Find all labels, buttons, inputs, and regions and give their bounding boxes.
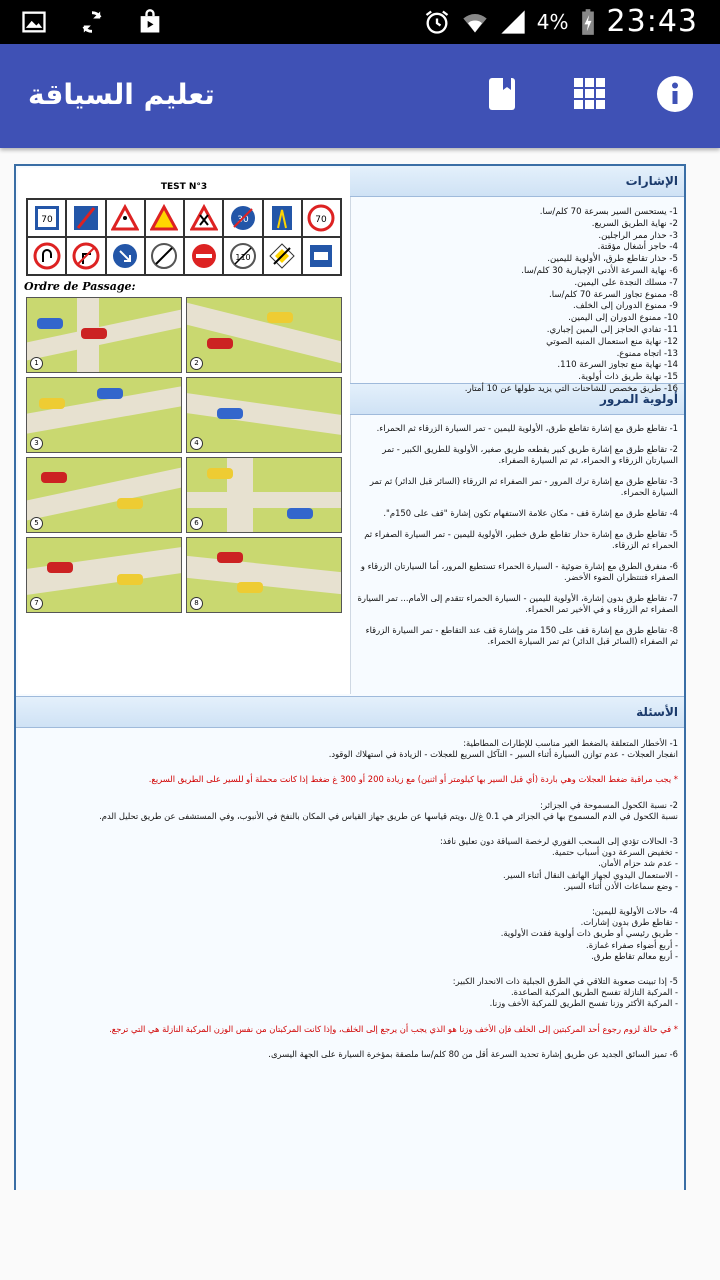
bottom-blank-area bbox=[0, 1190, 720, 1280]
question-3 bbox=[22, 836, 678, 892]
priority-item: 3- تقاطع طرق مع إشارة ترك المرور - تمر الصفراء ثم الزرقاء (السائر قبل الدائر) ثم تمر السيارة الحمراء. bbox=[369, 476, 678, 497]
note-1: * يجب مراقبة ضغط العجلات وهي باردة (أي قبل السير بها كيلومتر أو اثنين) مع زيادة 200 أو 300 غ ضغط إذا كانت محملة أو للسير على الطريق السريع. bbox=[148, 774, 678, 785]
battery-percent: 4% bbox=[536, 9, 569, 34]
answer-item: - المركبة النازلة تفسح الطريق المركبة الصاعدة. bbox=[511, 987, 678, 998]
sign-item: 6- نهاية السرعة الأدنى الإجبارية 30 كلم/سا. bbox=[521, 265, 678, 276]
grid-button[interactable] bbox=[570, 74, 610, 114]
scene-3 bbox=[26, 377, 182, 453]
question-4 bbox=[22, 906, 678, 962]
sign-end-min-30-icon bbox=[223, 199, 262, 237]
book-icon bbox=[487, 76, 517, 112]
ordre-label: Ordre de Passage: bbox=[24, 280, 136, 293]
priority-item: 8- تقاطع طرق مع إشارة قف على 150 متر وإشارة قف عند التقاطع - تمر السيارة الزرقاء ثم الصفراء (السائر قبل الدائر) ثم تمر السيارة الحمراء. bbox=[365, 625, 678, 646]
info-button[interactable] bbox=[655, 74, 695, 114]
priority-item: 2- تقاطع طرق مع إشارة طريق كبير يقطعه طريق صغير، الأولوية للطريق الكبير - تمر السيارتان الزرقاء و الحمراء، ثم تم السيارة الصفراء. bbox=[382, 444, 678, 465]
intersection-scenes bbox=[26, 297, 342, 613]
question-5 bbox=[22, 976, 678, 1010]
answer-item: - الاستعمال اليدوي لجهاز الهاتف النقال أثناء السير. bbox=[502, 869, 678, 880]
question-6: 6- تميز السائق الجديد عن طريق إشارة تحديد السرعة أقل من 80 كلم/سا ملصقة بمؤخرة السيارة على الجهة اليسرى. bbox=[268, 1048, 678, 1059]
sign-item: 2- نهاية الطريق السريع. bbox=[591, 218, 678, 229]
app-bar bbox=[0, 44, 720, 148]
scene-number: 2 bbox=[190, 357, 203, 370]
priority-header: أولوية المرور bbox=[350, 383, 684, 415]
bookmark-button[interactable] bbox=[482, 74, 522, 114]
scene-number: 4 bbox=[190, 437, 203, 450]
scene-7 bbox=[26, 537, 182, 613]
sign-item: 8- ممنوع تجاوز السرعة 70 كلم/سا. bbox=[548, 289, 678, 300]
sign-item: 9- ممنوع الدوران إلى الخلف. bbox=[573, 301, 678, 312]
questions-section bbox=[16, 696, 684, 1192]
answer-item: - تخفيض السرعة دون أسباب حتمية. bbox=[551, 847, 678, 858]
sign-no-overtake-70-icon bbox=[302, 199, 341, 237]
sign-item: 14- نهاية منع تجاوز السرعة 110. bbox=[557, 360, 678, 371]
signs-grid bbox=[26, 198, 342, 276]
lesson-content[interactable] bbox=[14, 164, 686, 1192]
scene-number: 3 bbox=[30, 437, 43, 450]
sign-end-highway-icon bbox=[66, 199, 105, 237]
scene-number: 7 bbox=[30, 597, 43, 610]
sign-item: 15- نهاية طريق ذات أولوية. bbox=[578, 372, 678, 383]
answer-text: انفجار العجلات - عدم توازن السيارة أثناء السير - التآكل السريع للعجلات - الزيادة في استهلاك الوقود. bbox=[328, 749, 678, 760]
answer-item: - أربع معالم تقاطع طرق. bbox=[591, 950, 678, 961]
sign-item: 7- مسلك النجدة على اليمين. bbox=[574, 277, 678, 288]
question-text: 5- إذا تبينت صعوبة التلاقي في الطرق الجبلية ذات الانحدار الكبير: bbox=[452, 976, 678, 987]
sign-item: 16- طريق مخصص للشاحنات التي يزيد طولها عن 10 أمتار. bbox=[464, 383, 678, 394]
test-title: TEST N°3 bbox=[160, 182, 208, 192]
scene-4 bbox=[186, 377, 342, 453]
sign-item: 11- تفادي الحاجز إلى اليمين إجباري. bbox=[546, 324, 678, 335]
top-section bbox=[16, 166, 684, 697]
test-image bbox=[18, 168, 351, 694]
info-column bbox=[350, 166, 684, 696]
scene-8 bbox=[186, 537, 342, 613]
question-text: 2- نسبة الكحول المسموحة في الجزائر: bbox=[540, 799, 678, 810]
question-text: 3- الحالات تؤدي إلى السحب الفوري لرخصة السياقة دون تعليق نافذ: bbox=[439, 836, 678, 847]
sign-crossroads-icon bbox=[184, 199, 223, 237]
scene-1 bbox=[26, 297, 182, 373]
answer-item: - وضع سماعات الأذن أثناء السير. bbox=[563, 880, 678, 891]
sign-item: 4- حاجز أشغال مؤقتة. bbox=[597, 242, 678, 253]
battery-icon bbox=[579, 8, 597, 36]
question-2 bbox=[22, 800, 678, 822]
svg-text:70: 70 bbox=[40, 215, 53, 225]
sign-end-no-overtake-110-icon bbox=[223, 237, 262, 275]
sign-no-right-turn-icon bbox=[66, 237, 105, 275]
priority-item: 5- تقاطع طرق مع إشارة حذار تقاطع طرق خطير، الأولوية لليمين - تمر السيارة الصفراء ثم الحمراء ثم الزرقاء. bbox=[364, 529, 678, 550]
answer-item: - المركبة الأكثر وزنا تفسح الطريق للمركبة الأخف وزنا. bbox=[489, 998, 678, 1009]
priority-item: 6- منفرق الطرق مع إشارة ضوئية - السيارة الحمراء تستطيع المرور، أما السيارتان الزرقاء و الصفراء فتنتظران الضوء الأخضر. bbox=[360, 561, 678, 582]
questions-body bbox=[16, 728, 684, 1084]
info-icon bbox=[655, 74, 695, 114]
sign-item: 12- نهاية منع استعمال المنبه الصوتي bbox=[546, 336, 678, 347]
sign-truck-lane-icon bbox=[302, 237, 341, 275]
sign-item: 13- اتجاه ممنوع. bbox=[616, 348, 678, 359]
answer-item: - تقاطع طرق بدون إشارات. bbox=[580, 917, 678, 928]
signal-icon bbox=[499, 8, 527, 36]
sign-end-priority-road-icon bbox=[263, 237, 302, 275]
scene-2 bbox=[186, 297, 342, 373]
signs-list bbox=[350, 197, 684, 394]
scene-6 bbox=[186, 457, 342, 533]
sign-no-entry-icon bbox=[184, 237, 223, 275]
question-1 bbox=[22, 738, 678, 760]
gallery-icon bbox=[20, 8, 48, 36]
question-text: 4- حالات الأولوية لليمين: bbox=[591, 906, 678, 917]
svg-text:70: 70 bbox=[315, 215, 328, 225]
sign-item: 1- يستحسن السير بسرعة 70 كلم/سا. bbox=[539, 207, 678, 217]
answer-item: - عدم شد حزام الأمان. bbox=[598, 858, 678, 869]
scene-number: 1 bbox=[30, 357, 43, 370]
grid-icon bbox=[573, 77, 607, 111]
scene-number: 5 bbox=[30, 517, 43, 530]
priority-item: 7- تقاطع طرق بدون إشارة، الأولوية لليمين - السيارة الحمراء تتقدم إلى الأمام... تمر السيارة الصفراء ثم الزرقاء و في الأخير تمر الحمراء. bbox=[357, 593, 678, 614]
sign-emergency-lane-icon bbox=[263, 199, 302, 237]
sign-item: 3- حذار ممر الراجلين. bbox=[598, 230, 678, 241]
sign-item: 5- حذار تقاطع طرق، الأولوية لليمين. bbox=[547, 254, 678, 265]
app-title: تعليم السياقة bbox=[28, 78, 215, 111]
priority-item: 1- تقاطع طرق مع إشارة تقاطع طرق، الأولوية لليمين - تمر السيارة الزرقاء ثم الحمراء. bbox=[376, 423, 678, 433]
sign-speed-70-icon bbox=[27, 199, 66, 237]
note-2: * في حالة لزوم رجوع أحد المركبتين إلى الخلف فإن الأخف وزنا هو الذي يجب أن يرجع إلى الخلف، وإذا كانت المركبتان من نفس الوزن المركبة النازلة هي التي ترجع. bbox=[109, 1023, 678, 1034]
sign-item: 10- ممنوع الدوران إلى اليمين. bbox=[568, 313, 678, 324]
scene-number: 6 bbox=[190, 517, 203, 530]
answer-item: - طريق رئيسي أو طريق ذات أولوية فقدت الأولوية. bbox=[500, 928, 678, 939]
svg-text:30: 30 bbox=[237, 215, 249, 225]
question-text: 1- الأخطار المتعلقة بالضغط الغير مناسب للإطارات المطاطية: bbox=[463, 738, 678, 748]
clock: 23:43 bbox=[606, 4, 698, 39]
wifi-icon bbox=[461, 8, 489, 36]
shopping-bag-icon bbox=[136, 8, 164, 36]
status-bar bbox=[0, 0, 720, 44]
answer-item: - أربع أضواء صفراء غمازة. bbox=[586, 939, 678, 950]
sync-icon bbox=[78, 8, 106, 36]
priority-item: 4- تقاطع طرق مع إشارة قف - مكان علامة الاستفهام تكون إشارة "قف على 150م". bbox=[383, 508, 678, 518]
scene-5 bbox=[26, 457, 182, 533]
alarm-icon bbox=[423, 8, 451, 36]
sign-no-uturn-icon bbox=[27, 237, 66, 275]
signs-header: الإشارات bbox=[350, 166, 684, 197]
questions-header: الأسئلة bbox=[16, 696, 684, 728]
scene-number: 8 bbox=[190, 597, 203, 610]
priority-list bbox=[350, 415, 684, 665]
sign-pedestrian-icon bbox=[106, 199, 145, 237]
sign-keep-right-icon bbox=[106, 237, 145, 275]
answer-text: نسبة الكحول في الدم المسموح بها في الجزائر هي 0.1 غ/ل ،ويتم قياسها عن طريق جهاز القياس في المكان بالنفخ في الأنبوب، وفي المستشفى عن طريق تحليل الدم. bbox=[99, 810, 678, 821]
svg-text:110: 110 bbox=[235, 253, 251, 262]
sign-end-no-horn-icon bbox=[145, 237, 184, 275]
sign-roadworks-icon bbox=[145, 199, 184, 237]
